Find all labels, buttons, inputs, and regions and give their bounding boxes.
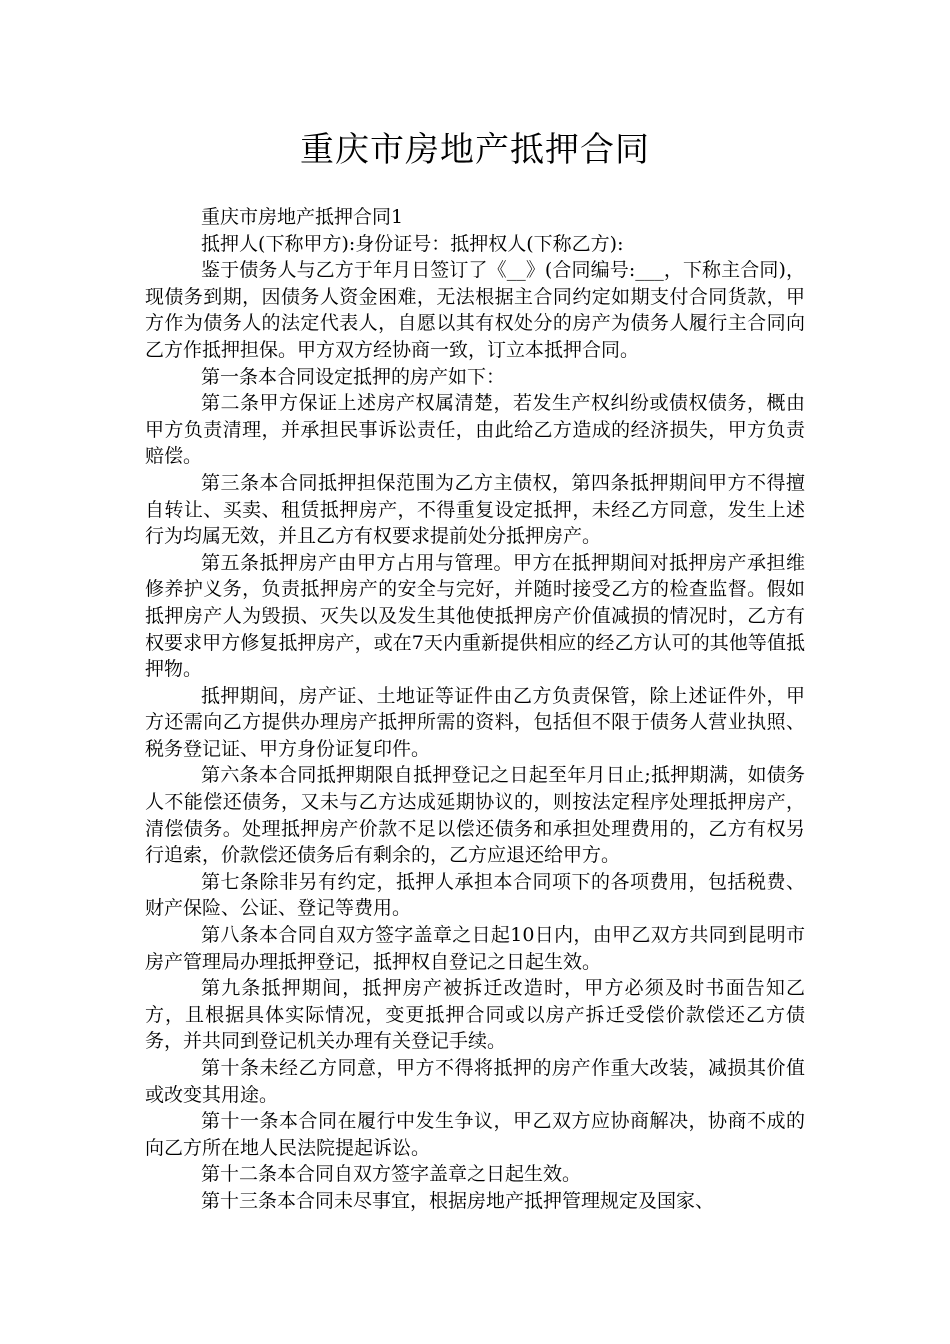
paragraph-article-1: 第一条本合同设定抵押的房产如下： bbox=[201, 365, 506, 388]
paragraph-article-3-4: 第三条本合同抵押担保范围为乙方主债权，第四条抵押期间甲方不得擅自转让、买卖、租赁抵押房产，不得重复设定抵押，未经乙方同意，发生上述行为均属无效，并且乙方有权要求提前处分抵押房产。 bbox=[145, 471, 805, 548]
paragraph-article-11: 第十一条本合同在履行中发生争议，甲乙双方应协商解决，协商不成的向乙方所在地人民法院提起诉讼。 bbox=[145, 1110, 805, 1159]
paragraph-article-10: 第十条未经乙方同意，甲方不得将抵押的房产作重大改装，减损其价值或改变其用途。 bbox=[145, 1057, 805, 1106]
document-body bbox=[145, 204, 805, 1215]
paragraph-preamble: 鉴于债务人与乙方于年月日签订了《__》(合同编号:___，下称主合同)，现债务到期，因债务人资金困难，无法根据主合同约定如期支付合同货款，甲方作为债务人的法定代表人，自愿以其有权处分的房产为债务人履行主合同向乙方作抵押担保。甲方双方经协商一致，订立本抵押合同。 bbox=[145, 259, 805, 361]
paragraph-article-6: 第六条本合同抵押期限自抵押登记之日起至年月日止;抵押期满，如债务人不能偿还债务，又未与乙方达成延期协议的，则按法定程序处理抵押房产，清偿债务。处理抵押房产价款不足以偿还债务和承担处理费用的，乙方有权另行追索，价款偿还债务后有剩余的，乙方应退还给甲方。 bbox=[145, 764, 805, 867]
paragraph-article-2: 第二条甲方保证上述房产权属清楚，若发生产权纠纷或债权债务，概由甲方负责清理，并承担民事诉讼责任，由此给乙方造成的经济损失，甲方负责赔偿。 bbox=[145, 392, 805, 468]
paragraph-article-8: 第八条本合同自双方签字盖章之日起10日内，由甲乙双方共同到昆明市房产管理局办理抵押登记，抵押权自登记之日起生效。 bbox=[145, 924, 805, 973]
paragraph-article-5: 第五条抵押房产由甲方占用与管理。甲方在抵押期间对抵押房产承担维修养护义务，负责抵押房产的安全与完好，并随时接受乙方的检查监督。假如抵押房产人为毁损、灭失以及发生其他使抵押房产价值减损的情况时，乙方有权要求甲方修复抵押房产，或在7天内重新提供相应的经乙方认可的其他等值抵押物。 bbox=[145, 551, 805, 681]
paragraph-article-13: 第十三条本合同未尽事宜，根据房地产抵押管理规定及国家、 bbox=[201, 1189, 715, 1212]
paragraph-certificates: 抵押期间，房产证、土地证等证件由乙方负责保管，除上述证件外，甲方还需向乙方提供办理房产抵押所需的资料，包括但不限于债务人营业执照、税务登记证、甲方身份证复印件。 bbox=[145, 684, 805, 760]
paragraph-article-7: 第七条除非另有约定，抵押人承担本合同项下的各项费用，包括税费、财产保险、公证、登记等费用。 bbox=[145, 870, 805, 920]
document-page bbox=[145, 128, 805, 1215]
paragraph-parties: 抵押人(下称甲方):身份证号：抵押权人(下称乙方): bbox=[201, 232, 624, 255]
document-title: 重庆市房地产抵押合同 bbox=[300, 130, 650, 170]
paragraph-article-12: 第十二条本合同自双方签字盖章之日起生效。 bbox=[201, 1163, 582, 1186]
paragraph-article-9: 第九条抵押期间，抵押房产被拆迁改造时，甲方必须及时书面告知乙方，且根据具体实际情况，变更抵押合同或以房产拆迁受偿价款偿还乙方债务，并共同到登记机关办理有关登记手续。 bbox=[145, 977, 805, 1053]
paragraph-heading: 重庆市房地产抵押合同1 bbox=[201, 206, 404, 228]
